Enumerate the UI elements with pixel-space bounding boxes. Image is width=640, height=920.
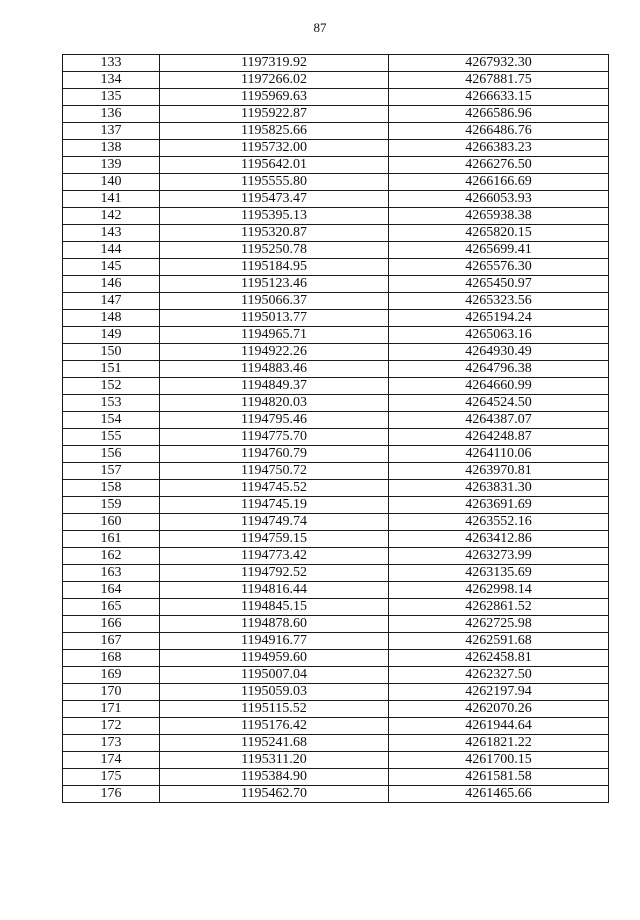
y-coordinate-cell: 4263970.81 xyxy=(389,463,609,480)
table-row xyxy=(63,89,609,106)
point-number-cell: 164 xyxy=(63,582,160,599)
table-row xyxy=(63,684,609,701)
y-coordinate-cell: 4266053.93 xyxy=(389,191,609,208)
y-coordinate-cell: 4265194.24 xyxy=(389,310,609,327)
table-row xyxy=(63,208,609,225)
x-coordinate-cell: 1195825.66 xyxy=(160,123,389,140)
point-number-cell: 174 xyxy=(63,752,160,769)
point-number-cell: 133 xyxy=(63,55,160,72)
point-number-cell: 169 xyxy=(63,667,160,684)
table-row xyxy=(63,106,609,123)
table-row xyxy=(63,752,609,769)
x-coordinate-cell: 1194922.26 xyxy=(160,344,389,361)
point-number-cell: 159 xyxy=(63,497,160,514)
y-coordinate-cell: 4261581.58 xyxy=(389,769,609,786)
x-coordinate-cell: 1194745.19 xyxy=(160,497,389,514)
y-coordinate-cell: 4262327.50 xyxy=(389,667,609,684)
point-number-cell: 151 xyxy=(63,361,160,378)
x-coordinate-cell: 1194760.79 xyxy=(160,446,389,463)
y-coordinate-cell: 4267932.30 xyxy=(389,55,609,72)
point-number-cell: 150 xyxy=(63,344,160,361)
x-coordinate-cell: 1195184.95 xyxy=(160,259,389,276)
y-coordinate-cell: 4262070.26 xyxy=(389,701,609,718)
table-row xyxy=(63,497,609,514)
x-coordinate-cell: 1195115.52 xyxy=(160,701,389,718)
x-coordinate-cell: 1195241.68 xyxy=(160,735,389,752)
y-coordinate-cell: 4264660.99 xyxy=(389,378,609,395)
x-coordinate-cell: 1194795.46 xyxy=(160,412,389,429)
x-coordinate-cell: 1194816.44 xyxy=(160,582,389,599)
table-row xyxy=(63,344,609,361)
x-coordinate-cell: 1194820.03 xyxy=(160,395,389,412)
point-number-cell: 153 xyxy=(63,395,160,412)
table-row xyxy=(63,769,609,786)
point-number-cell: 134 xyxy=(63,72,160,89)
y-coordinate-cell: 4262458.81 xyxy=(389,650,609,667)
x-coordinate-cell: 1195969.63 xyxy=(160,89,389,106)
table-row xyxy=(63,633,609,650)
x-coordinate-cell: 1197319.92 xyxy=(160,55,389,72)
point-number-cell: 137 xyxy=(63,123,160,140)
y-coordinate-cell: 4266633.15 xyxy=(389,89,609,106)
y-coordinate-cell: 4261465.66 xyxy=(389,786,609,803)
x-coordinate-cell: 1195473.47 xyxy=(160,191,389,208)
x-coordinate-cell: 1194775.70 xyxy=(160,429,389,446)
table-row xyxy=(63,548,609,565)
table-row xyxy=(63,599,609,616)
point-number-cell: 135 xyxy=(63,89,160,106)
y-coordinate-cell: 4263135.69 xyxy=(389,565,609,582)
point-number-cell: 170 xyxy=(63,684,160,701)
point-number-cell: 142 xyxy=(63,208,160,225)
y-coordinate-cell: 4261700.15 xyxy=(389,752,609,769)
point-number-cell: 157 xyxy=(63,463,160,480)
point-number-cell: 149 xyxy=(63,327,160,344)
x-coordinate-cell: 1195123.46 xyxy=(160,276,389,293)
y-coordinate-cell: 4265576.30 xyxy=(389,259,609,276)
table-row xyxy=(63,565,609,582)
point-number-cell: 144 xyxy=(63,242,160,259)
x-coordinate-cell: 1195384.90 xyxy=(160,769,389,786)
table-row xyxy=(63,429,609,446)
table-row xyxy=(63,123,609,140)
x-coordinate-cell: 1194959.60 xyxy=(160,650,389,667)
x-coordinate-cell: 1194749.74 xyxy=(160,514,389,531)
point-number-cell: 143 xyxy=(63,225,160,242)
y-coordinate-cell: 4264796.38 xyxy=(389,361,609,378)
y-coordinate-cell: 4265063.16 xyxy=(389,327,609,344)
y-coordinate-cell: 4267881.75 xyxy=(389,72,609,89)
x-coordinate-cell: 1195250.78 xyxy=(160,242,389,259)
y-coordinate-cell: 4264248.87 xyxy=(389,429,609,446)
table-row xyxy=(63,259,609,276)
x-coordinate-cell: 1194878.60 xyxy=(160,616,389,633)
point-number-cell: 154 xyxy=(63,412,160,429)
point-number-cell: 155 xyxy=(63,429,160,446)
point-number-cell: 156 xyxy=(63,446,160,463)
table-row xyxy=(63,395,609,412)
y-coordinate-cell: 4262591.68 xyxy=(389,633,609,650)
x-coordinate-cell: 1194759.15 xyxy=(160,531,389,548)
table-row xyxy=(63,327,609,344)
table-row xyxy=(63,446,609,463)
table-row xyxy=(63,667,609,684)
point-number-cell: 148 xyxy=(63,310,160,327)
y-coordinate-cell: 4265938.38 xyxy=(389,208,609,225)
point-number-cell: 175 xyxy=(63,769,160,786)
table-row xyxy=(63,310,609,327)
table-row xyxy=(63,361,609,378)
table-row xyxy=(63,72,609,89)
table-body xyxy=(63,55,609,803)
x-coordinate-cell: 1194773.42 xyxy=(160,548,389,565)
point-number-cell: 146 xyxy=(63,276,160,293)
x-coordinate-cell: 1197266.02 xyxy=(160,72,389,89)
table-row xyxy=(63,514,609,531)
x-coordinate-cell: 1195320.87 xyxy=(160,225,389,242)
x-coordinate-cell: 1194745.52 xyxy=(160,480,389,497)
x-coordinate-cell: 1194883.46 xyxy=(160,361,389,378)
table-row xyxy=(63,412,609,429)
point-number-cell: 160 xyxy=(63,514,160,531)
table-row xyxy=(63,157,609,174)
y-coordinate-cell: 4265820.15 xyxy=(389,225,609,242)
x-coordinate-cell: 1194965.71 xyxy=(160,327,389,344)
x-coordinate-cell: 1195395.13 xyxy=(160,208,389,225)
point-number-cell: 158 xyxy=(63,480,160,497)
point-number-cell: 168 xyxy=(63,650,160,667)
point-number-cell: 167 xyxy=(63,633,160,650)
y-coordinate-cell: 4263273.99 xyxy=(389,548,609,565)
point-number-cell: 173 xyxy=(63,735,160,752)
point-number-cell: 162 xyxy=(63,548,160,565)
x-coordinate-cell: 1194845.15 xyxy=(160,599,389,616)
table-row xyxy=(63,55,609,72)
x-coordinate-cell: 1195059.03 xyxy=(160,684,389,701)
x-coordinate-cell: 1194792.52 xyxy=(160,565,389,582)
y-coordinate-cell: 4263412.86 xyxy=(389,531,609,548)
x-coordinate-cell: 1195922.87 xyxy=(160,106,389,123)
table-row xyxy=(63,701,609,718)
y-coordinate-cell: 4266276.50 xyxy=(389,157,609,174)
table-row xyxy=(63,378,609,395)
page-number: 87 xyxy=(313,20,327,35)
y-coordinate-cell: 4265323.56 xyxy=(389,293,609,310)
y-coordinate-cell: 4266586.96 xyxy=(389,106,609,123)
x-coordinate-cell: 1195007.04 xyxy=(160,667,389,684)
y-coordinate-cell: 4262998.14 xyxy=(389,582,609,599)
point-number-cell: 171 xyxy=(63,701,160,718)
point-number-cell: 176 xyxy=(63,786,160,803)
table-row xyxy=(63,174,609,191)
point-number-cell: 172 xyxy=(63,718,160,735)
point-number-cell: 165 xyxy=(63,599,160,616)
table-row xyxy=(63,463,609,480)
y-coordinate-cell: 4262197.94 xyxy=(389,684,609,701)
point-number-cell: 147 xyxy=(63,293,160,310)
y-coordinate-cell: 4262861.52 xyxy=(389,599,609,616)
table-row xyxy=(63,140,609,157)
y-coordinate-cell: 4266383.23 xyxy=(389,140,609,157)
y-coordinate-cell: 4263831.30 xyxy=(389,480,609,497)
table-row xyxy=(63,582,609,599)
y-coordinate-cell: 4261821.22 xyxy=(389,735,609,752)
y-coordinate-cell: 4263691.69 xyxy=(389,497,609,514)
point-number-cell: 138 xyxy=(63,140,160,157)
x-coordinate-cell: 1195311.20 xyxy=(160,752,389,769)
point-number-cell: 163 xyxy=(63,565,160,582)
point-number-cell: 145 xyxy=(63,259,160,276)
point-number-cell: 166 xyxy=(63,616,160,633)
y-coordinate-cell: 4266166.69 xyxy=(389,174,609,191)
table-row xyxy=(63,293,609,310)
point-number-cell: 141 xyxy=(63,191,160,208)
x-coordinate-cell: 1195462.70 xyxy=(160,786,389,803)
point-number-cell: 139 xyxy=(63,157,160,174)
x-coordinate-cell: 1194750.72 xyxy=(160,463,389,480)
y-coordinate-cell: 4264110.06 xyxy=(389,446,609,463)
y-coordinate-cell: 4264524.50 xyxy=(389,395,609,412)
table-row xyxy=(63,225,609,242)
table-row xyxy=(63,276,609,293)
y-coordinate-cell: 4266486.76 xyxy=(389,123,609,140)
point-number-cell: 140 xyxy=(63,174,160,191)
y-coordinate-cell: 4264930.49 xyxy=(389,344,609,361)
table-row xyxy=(63,242,609,259)
x-coordinate-cell: 1195555.80 xyxy=(160,174,389,191)
x-coordinate-cell: 1195642.01 xyxy=(160,157,389,174)
x-coordinate-cell: 1195732.00 xyxy=(160,140,389,157)
x-coordinate-cell: 1195066.37 xyxy=(160,293,389,310)
table-row xyxy=(63,650,609,667)
coordinates-table xyxy=(62,54,609,803)
table-row xyxy=(63,191,609,208)
table-row xyxy=(63,735,609,752)
point-number-cell: 136 xyxy=(63,106,160,123)
y-coordinate-cell: 4264387.07 xyxy=(389,412,609,429)
y-coordinate-cell: 4265450.97 xyxy=(389,276,609,293)
x-coordinate-cell: 1194849.37 xyxy=(160,378,389,395)
table-row xyxy=(63,718,609,735)
point-number-cell: 161 xyxy=(63,531,160,548)
y-coordinate-cell: 4261944.64 xyxy=(389,718,609,735)
y-coordinate-cell: 4265699.41 xyxy=(389,242,609,259)
table-row xyxy=(63,616,609,633)
table-row xyxy=(63,480,609,497)
x-coordinate-cell: 1195013.77 xyxy=(160,310,389,327)
x-coordinate-cell: 1194916.77 xyxy=(160,633,389,650)
x-coordinate-cell: 1195176.42 xyxy=(160,718,389,735)
point-number-cell: 152 xyxy=(63,378,160,395)
y-coordinate-cell: 4263552.16 xyxy=(389,514,609,531)
y-coordinate-cell: 4262725.98 xyxy=(389,616,609,633)
table-row xyxy=(63,531,609,548)
table-row xyxy=(63,786,609,803)
